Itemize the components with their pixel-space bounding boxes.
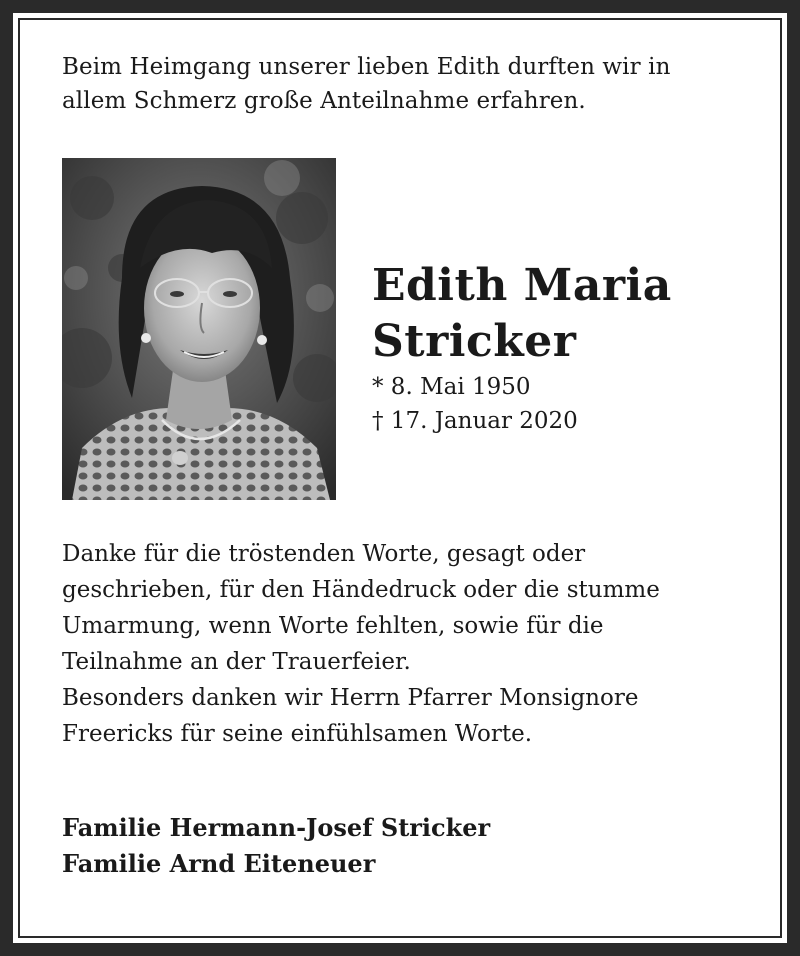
intro-line-1: Beim Heimgang unserer lieben Edith durften wir in	[62, 54, 671, 80]
obituary-card	[18, 18, 782, 938]
thanks-text	[62, 536, 762, 752]
thanks-line-3: Umarmung, wenn Worte fehlten, sowie für die	[62, 613, 604, 639]
deceased-info	[372, 258, 752, 438]
death-date: † 17. Januar 2020	[372, 408, 578, 434]
birth-date: * 8. Mai 1950	[372, 374, 531, 400]
thanks-line-1: Danke für die tröstenden Worte, gesagt oder	[62, 541, 586, 567]
portrait-image	[62, 158, 336, 500]
family-line-1: Familie Hermann-Josef Stricker	[62, 813, 491, 842]
thanks-line-6: Freericks für seine einfühlsamen Worte.	[62, 721, 533, 747]
thanks-line-4: Teilnahme an der Trauerfeier.	[62, 649, 411, 675]
thanks-line-5: Besonders danken wir Herrn Pfarrer Monsignore	[62, 685, 639, 711]
portrait-photo	[62, 158, 336, 500]
intro-line-2: allem Schmerz große Anteilnahme erfahren.	[62, 88, 586, 114]
name-line-1: Edith Maria	[372, 260, 672, 311]
deceased-name	[372, 258, 752, 370]
family-line-2: Familie Arnd Eiteneuer	[62, 849, 376, 878]
family-signatures	[62, 810, 762, 882]
border-gap	[13, 13, 787, 943]
name-line-2: Stricker	[372, 316, 577, 367]
thanks-line-2: geschrieben, für den Händedruck oder die stumme	[62, 577, 660, 603]
intro-text	[62, 50, 752, 118]
